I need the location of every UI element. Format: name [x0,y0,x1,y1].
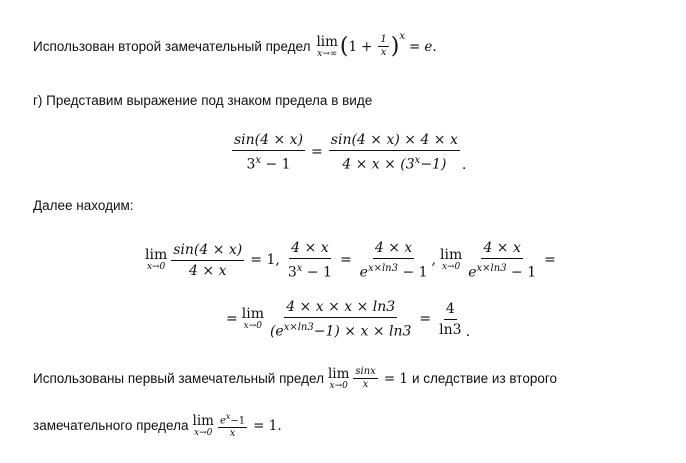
fraction: $\frac{4}{\ln 3}$ [439,300,462,338]
line-second-remarkable-limit: Использован второй замечательный предел lim x→∞ ( 1 + $\frac{1}{x}$ ) x = e. [33,31,437,59]
fraction: $\frac{4 \times x}{e^{x\times ln3} - 1}$ [359,240,428,281]
limit-operator: lim x→0 [327,365,350,391]
fraction: $\frac{e^x-1}{x}$ [219,412,246,440]
fraction: $\frac{\sin(4 \times x) \times 4 \times x}{4 \times x \times (3^x-1)}$ [330,132,458,173]
fraction: $\frac{\sin(4 \times x)}{3^x - 1}$ [234,132,304,173]
limit-operator: lim x→∞ [316,33,338,59]
fraction: $\frac{4 \times x}{3^x - 1}$ [287,240,332,281]
equation-limits: lim x→0 $\frac{\sin(4 \times x)}{4 \times x}$ = 1, $\frac{4 \times x}{3^x - 1}$ = $\frac{4 \times x}{e^{x\times ln3} - 1}$ , lim x→0 $\frac{4 \times x}{e^{x\times ln3} - 1}$ = [145,240,556,281]
fraction: $\frac{\sin x}{x}$ [355,366,376,390]
fraction: $\frac{1}{x}$ [380,34,387,58]
line-first-remarkable-limit: Использованы первый замечательный предел lim x→0 $\frac{\sin x}{x}$ = 1 и следствие из второго [33,365,557,391]
fraction: $\frac{4 \times x \times x \times \ln 3}{(e^{x\times ln3}-1) \times x \times \ln 3}$ [269,299,412,340]
paragraph-text: Использован второй замечательный предел [33,39,311,54]
limit-operator: lim x→0 [145,247,168,273]
paragraph-next: Далее находим: [33,198,134,213]
limit-operator: lim x→0 [192,412,214,438]
limit-operator: lim x→0 [440,247,463,273]
equation-rewrite: $\frac{\sin(4 \times x)}{3^x - 1}$ = $\frac{\sin(4 \times x) \times 4 \times x}{4 \times x \times (3^x-1)}$ . [234,132,467,173]
fraction: $\frac{\sin(4 \times x)}{4 \times x}$ [173,241,243,279]
fraction: $\frac{4 \times x}{e^{x\times ln3} - 1}$ [468,240,537,281]
equation-result: = lim x→0 $\frac{4 \times x \times x \times \ln 3}{(e^{x\times ln3}-1) \times x \times \ln 3}$ = $\frac{4}{\ln 3}$ . [226,299,471,340]
limit-operator: lim x→0 [241,306,264,332]
paragraph-g: г) Представим выражение под знаком предела в виде [33,93,373,108]
line-corollary: замечательного предела lim x→0 $\frac{e^x-1}{x}$ = 1. [33,412,282,440]
